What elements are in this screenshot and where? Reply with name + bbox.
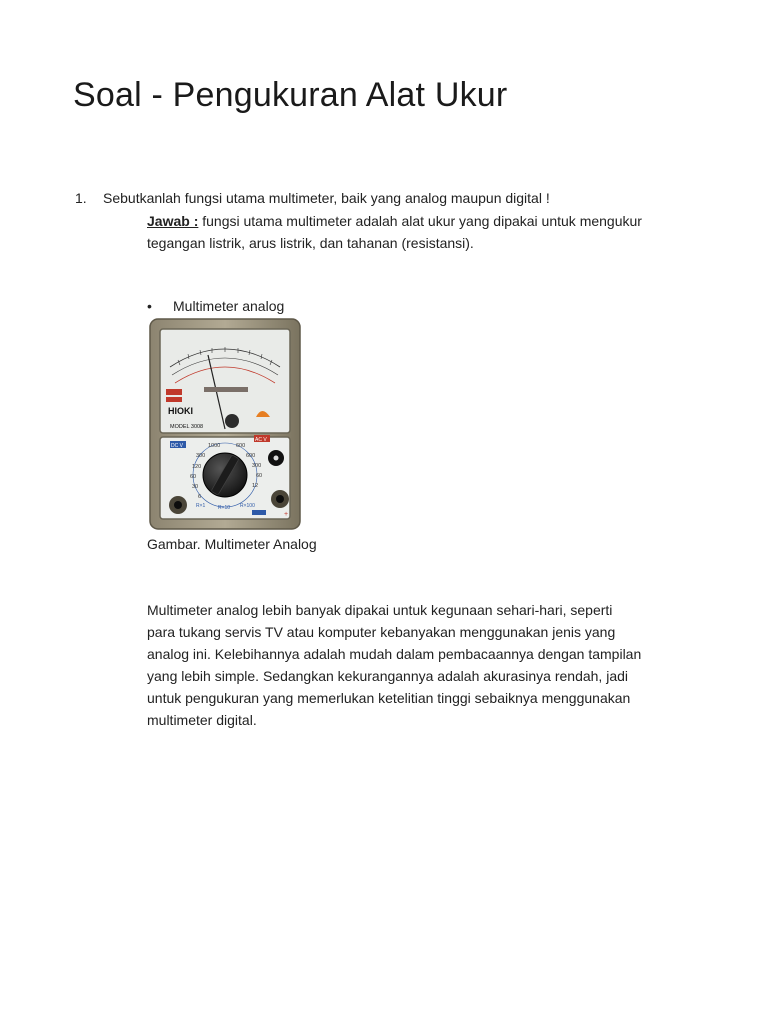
- ac-label: AC V: [255, 437, 267, 443]
- answer-text-line2: tegangan listrik, arus listrik, dan tahanan (resistansi).: [147, 235, 474, 251]
- dial-value: 12: [252, 483, 259, 489]
- range-label: R×1: [196, 503, 206, 509]
- range-label: R×10: [218, 505, 231, 511]
- paragraph-line: analog ini. Kelebihannya adalah mudah dalam pembacaannya dengan tampilan: [147, 646, 642, 662]
- dial-value: 300: [252, 463, 262, 469]
- body-paragraph: [147, 599, 707, 731]
- question-text: Sebutkanlah fungsi utama multimeter, baik yang analog maupun digital !: [103, 190, 550, 206]
- answer-label: Jawab :: [147, 213, 199, 229]
- answer-text-line1: fungsi utama multimeter adalah alat ukur yang dipakai untuk mengukur: [198, 213, 642, 229]
- multimeter-image: [148, 317, 302, 531]
- dial-value: 1000: [208, 443, 221, 449]
- range-label: R×100: [240, 503, 255, 509]
- bullet-icon: •: [147, 298, 152, 314]
- page-title: Soal - Pengukuran Alat Ukur: [73, 76, 508, 114]
- paragraph-line: yang lebih simple. Sedangkan kekurangannya adalah akurasinya rendah, jadi: [147, 668, 628, 684]
- svg-text:+: +: [284, 511, 289, 518]
- question-number: 1.: [75, 190, 87, 206]
- dial-value: 120: [192, 464, 202, 470]
- paragraph-line: Multimeter analog lebih banyak dipakai untuk kegunaan sehari-hari, seperti: [147, 602, 613, 618]
- answer-block: [147, 210, 707, 254]
- dial-value: 60: [190, 474, 197, 480]
- dial-value: 600: [236, 443, 246, 449]
- model-label: MODEL 3008: [170, 424, 204, 430]
- brand-label: HIOKI: [168, 406, 194, 416]
- meter-window: [160, 329, 290, 433]
- dial-value: 600: [246, 453, 256, 459]
- dial-value: 30: [192, 484, 199, 490]
- dial-value: 60: [256, 473, 263, 479]
- figure-caption: Gambar. Multimeter Analog: [147, 536, 317, 552]
- dial-value: 300: [196, 453, 206, 459]
- paragraph-line: para tukang servis TV atau komputer kebanyakan menggunakan jenis yang: [147, 624, 616, 640]
- bullet-text: Multimeter analog: [173, 298, 285, 314]
- dial-value: 6: [198, 494, 202, 500]
- dc-label: DC V: [171, 443, 183, 449]
- paragraph-line: multimeter digital.: [147, 712, 257, 728]
- paragraph-line: untuk pengukuran yang memerlukan ketelitian tinggi sebaiknya menggunakan: [147, 690, 631, 706]
